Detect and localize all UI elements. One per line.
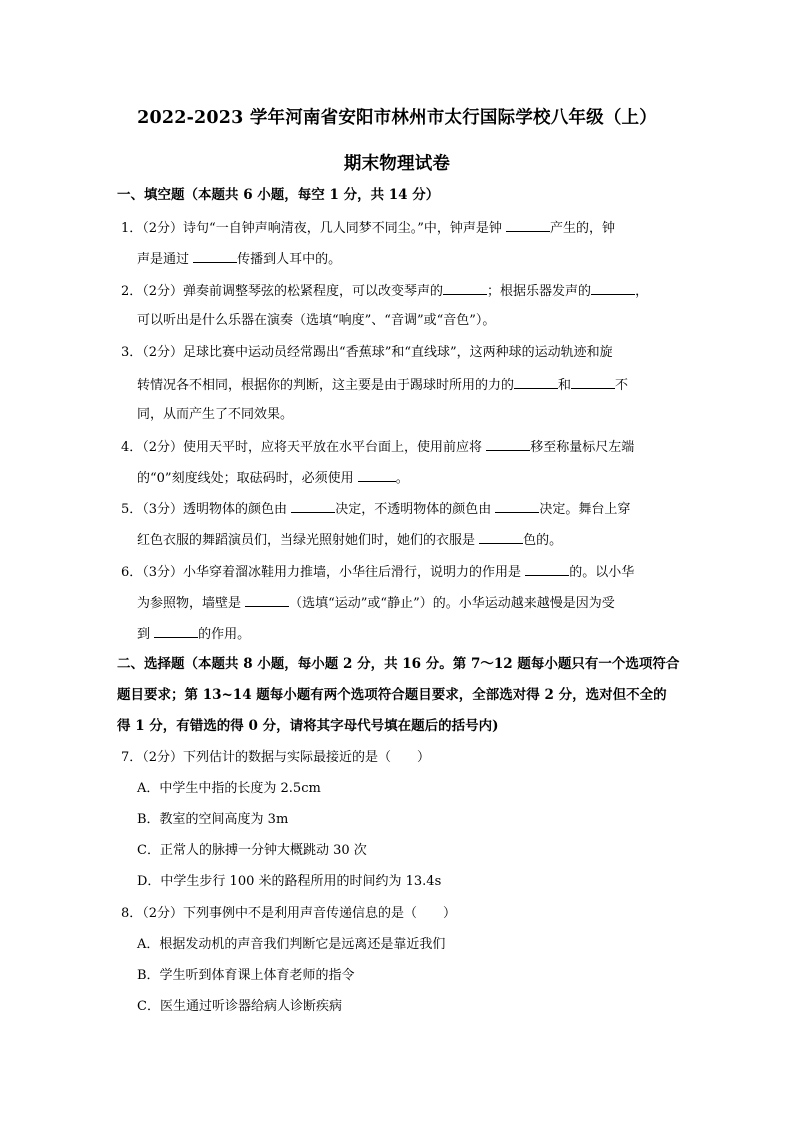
q5-line2	[137, 530, 562, 550]
q1-line1	[121, 218, 615, 238]
q6-text-c: 为参照物，墙壁是	[137, 596, 246, 611]
q3-text-c: 不	[615, 378, 629, 393]
q5-text-a: 5．（3分）透明物体的颜色由	[121, 502, 292, 517]
q3-text-a: 转情况各不相同，根据你的判断，这主要是由于踢球时所用的力的	[137, 378, 515, 393]
q4-text-b: 移至称量标尺左端	[530, 440, 635, 455]
q2-text-a: 2．（2分）弹奏前调整琴弦的松紧程度，可以改变琴声的	[121, 284, 444, 299]
q2-blank-1[interactable]	[443, 281, 487, 295]
q7-option-a[interactable]: A．中学生中指的长度为 2.5cm	[137, 781, 321, 796]
page-title-line2: 期末物理试卷	[343, 154, 451, 174]
q3-line1: 3．（2分）足球比赛中运动员经常踢出“香蕉球”和“直线球”，这两种球的运动轨迹和旋	[121, 345, 613, 360]
q3-text-b: 和	[558, 378, 572, 393]
q2-text-b: ；根据乐器发声的	[487, 284, 592, 299]
q6-blank-2[interactable]	[245, 593, 289, 607]
q1-blank-1[interactable]	[506, 218, 550, 232]
q6-text-a: 6．（3分）小华穿着溜冰鞋用力推墙，小华往后滑行，说明力的作用是	[121, 565, 526, 580]
q6-text-b: 的。以小华	[569, 565, 635, 580]
q2-line2: 可以听出是什么乐器在演奏（选填“响度”、“音调”或“音色”）。	[137, 313, 496, 328]
q4-text-d: 。	[395, 471, 409, 486]
q5-text-c: 决定。舞台上穿	[539, 502, 631, 517]
q1-line2	[137, 249, 341, 269]
q8-option-a[interactable]: A．根据发动机的声音我们判断它是远离还是靠近我们	[137, 937, 446, 952]
q1-text-a: 1．（2分）诗句“一自钟声响清夜，几人同梦不同尘。”中，钟声是钟	[121, 221, 506, 236]
q5-text-e: 色的。	[523, 533, 563, 548]
q4-line1	[121, 437, 634, 457]
q1-text-c: 声是通过	[137, 252, 194, 267]
q5-blank-2[interactable]	[495, 499, 539, 513]
section2-heading-line3: 得 1 分，有错选的得 0 分，请将其字母代号填在题后的括号内)	[117, 718, 499, 734]
q6-text-e: 到	[137, 627, 155, 642]
section1-heading: 一、填空题（本题共 6 小题，每空 1 分，共 14 分）	[117, 187, 440, 203]
q1-text-b: 产生的，钟	[549, 221, 615, 236]
q6-line2	[137, 593, 615, 613]
q7-option-d[interactable]: D．中学生步行 100 米的路程所用的时间约为 13.4s	[137, 874, 442, 889]
q3-line2	[137, 375, 628, 395]
q2-blank-2[interactable]	[591, 281, 635, 295]
q6-line1	[121, 562, 634, 582]
q5-line1	[121, 499, 630, 519]
q4-text-c: 的“0”刻度线处；取砝码时，必须使用	[137, 471, 358, 486]
q6-line3	[137, 624, 250, 644]
q8-option-c[interactable]: C．医生通过听诊器给病人诊断疾病	[137, 999, 342, 1014]
q3-blank-1[interactable]	[514, 375, 558, 389]
q7-stem: 7．（2分）下列估计的数据与实际最接近的是（ ）	[121, 750, 431, 765]
q1-text-d: 传播到人耳中的。	[237, 252, 342, 267]
q5-text-b: 决定，不透明物体的颜色由	[335, 502, 496, 517]
q4-line2	[137, 468, 409, 488]
q3-line3: 同，从而产生了不同效果。	[137, 407, 294, 422]
q4-blank-1[interactable]	[486, 437, 530, 451]
q4-text-a: 4．（2分）使用天平时，应将天平放在水平台面上，使用前应将	[121, 440, 487, 455]
q5-text-d: 红色衣服的舞蹈演员们，当绿光照射她们时，她们的衣服是	[137, 533, 480, 548]
section2-heading-line1: 二、选择题（本题共 8 小题，每小题 2 分，共 16 分。第 7～12 题每小题只有一个选项符合	[117, 656, 680, 672]
q8-stem: 8．（2分）下列事例中不是利用声音传递信息的是（ ）	[121, 906, 457, 921]
q1-blank-2[interactable]	[193, 249, 237, 263]
q7-option-b[interactable]: B．教室的空间高度为 3m	[137, 812, 289, 827]
q5-blank-1[interactable]	[291, 499, 335, 513]
q6-blank-3[interactable]	[154, 624, 198, 638]
section2-heading-line2: 题目要求；第 13~14 题每小题有两个选项符合题目要求，全部选对得 2 分，选对但不全的	[117, 687, 667, 703]
q6-text-d: （选填“运动”或“静止”）的。小华运动越来越慢是因为受	[289, 596, 615, 611]
q8-option-b[interactable]: B．学生听到体育课上体育老师的指令	[137, 968, 355, 983]
q4-blank-2[interactable]	[358, 468, 396, 482]
page-title-line1: 2022-2023 学年河南省安阳市林州市太行国际学校八年级（上）	[137, 108, 657, 128]
q5-blank-3[interactable]	[479, 530, 523, 544]
q7-option-c[interactable]: C．正常人的脉搏一分钟大概跳动 30 次	[137, 843, 367, 858]
q3-blank-2[interactable]	[571, 375, 615, 389]
q6-text-f: 的作用。	[198, 627, 251, 642]
q2-text-c: ，	[635, 284, 649, 299]
q2-line1	[121, 281, 648, 301]
q6-blank-1[interactable]	[525, 562, 569, 576]
